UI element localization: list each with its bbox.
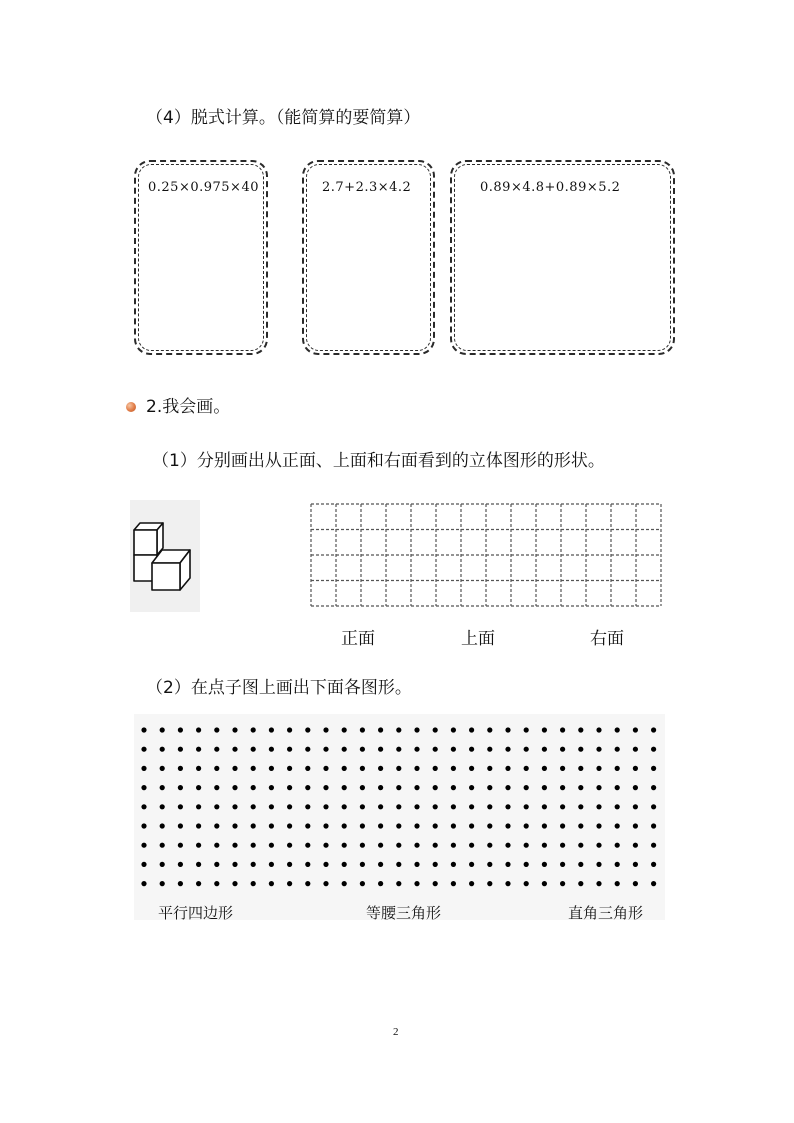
dot — [487, 881, 492, 886]
dot — [615, 747, 620, 752]
dot — [560, 862, 565, 867]
dot — [433, 804, 438, 809]
dot — [651, 766, 656, 771]
dot — [414, 747, 419, 752]
dot — [287, 804, 292, 809]
dot — [651, 747, 656, 752]
expression-3: 0.89×4.8+0.89×5.2 — [480, 180, 621, 195]
part2-heading: （2）在点子图上画出下面各图形。 — [146, 678, 412, 698]
dot — [633, 727, 638, 732]
dot — [633, 766, 638, 771]
dot — [487, 766, 492, 771]
dot — [414, 727, 419, 732]
dot — [596, 862, 601, 867]
dot — [505, 804, 510, 809]
dot — [487, 727, 492, 732]
dot — [305, 727, 310, 732]
dot — [251, 823, 256, 828]
dot — [651, 843, 656, 848]
dot — [451, 881, 456, 886]
dot — [414, 881, 419, 886]
dot — [396, 881, 401, 886]
view-label-top: 上面 — [461, 629, 495, 649]
dot — [160, 843, 165, 848]
dot — [596, 785, 601, 790]
dot — [505, 766, 510, 771]
dot — [433, 785, 438, 790]
dot — [596, 823, 601, 828]
dot — [178, 881, 183, 886]
dot — [414, 843, 419, 848]
dot — [305, 785, 310, 790]
dot — [178, 823, 183, 828]
dot — [560, 785, 565, 790]
dot — [524, 843, 529, 848]
dot — [342, 843, 347, 848]
dot — [196, 785, 201, 790]
dot — [378, 843, 383, 848]
dot — [269, 862, 274, 867]
dot — [615, 823, 620, 828]
dot — [451, 785, 456, 790]
dot — [160, 823, 165, 828]
dot — [542, 727, 547, 732]
dot — [487, 747, 492, 752]
dot — [524, 785, 529, 790]
dot — [232, 862, 237, 867]
dot — [232, 843, 237, 848]
dot — [178, 766, 183, 771]
dot — [542, 823, 547, 828]
dot — [451, 823, 456, 828]
dot — [560, 747, 565, 752]
dot — [414, 785, 419, 790]
dot — [451, 747, 456, 752]
dot — [342, 881, 347, 886]
dot — [360, 785, 365, 790]
dot — [323, 843, 328, 848]
section2-heading: 2.我会画。 — [146, 397, 231, 417]
dot — [469, 823, 474, 828]
dot — [615, 727, 620, 732]
dot — [578, 766, 583, 771]
dot — [615, 862, 620, 867]
calc-box-2[interactable] — [302, 160, 435, 355]
dot — [451, 843, 456, 848]
dot — [578, 727, 583, 732]
calc-box-3[interactable] — [450, 160, 675, 355]
dot — [651, 862, 656, 867]
dot — [323, 727, 328, 732]
dot — [251, 843, 256, 848]
dot — [141, 785, 146, 790]
dot — [360, 823, 365, 828]
dot — [287, 766, 292, 771]
dot — [414, 766, 419, 771]
dot — [196, 727, 201, 732]
view-drawing-grid[interactable] — [310, 503, 662, 607]
dot — [160, 804, 165, 809]
dot — [615, 766, 620, 771]
dot — [505, 823, 510, 828]
dot — [560, 881, 565, 886]
dot — [378, 727, 383, 732]
dot — [214, 843, 219, 848]
dot — [141, 881, 146, 886]
dot — [487, 823, 492, 828]
dot — [396, 747, 401, 752]
dot — [232, 747, 237, 752]
dot — [433, 843, 438, 848]
dot — [232, 785, 237, 790]
dot — [524, 862, 529, 867]
dot — [596, 843, 601, 848]
dot — [323, 766, 328, 771]
dot — [396, 785, 401, 790]
dot — [214, 804, 219, 809]
dot — [487, 804, 492, 809]
dot — [596, 881, 601, 886]
dot — [524, 747, 529, 752]
dot — [269, 727, 274, 732]
dot — [269, 804, 274, 809]
expression-2: 2.7+2.3×4.2 — [322, 180, 412, 195]
dot — [196, 747, 201, 752]
dot — [360, 747, 365, 752]
expression-1: 0.25×0.975×40 — [148, 180, 259, 195]
dot — [615, 843, 620, 848]
dot — [651, 785, 656, 790]
dot — [178, 862, 183, 867]
dot — [505, 785, 510, 790]
dot — [360, 727, 365, 732]
dot — [469, 766, 474, 771]
dot — [505, 747, 510, 752]
dot — [633, 804, 638, 809]
dot — [469, 862, 474, 867]
dot — [651, 727, 656, 732]
dot — [214, 881, 219, 886]
dot — [305, 766, 310, 771]
dot — [560, 843, 565, 848]
dot — [469, 747, 474, 752]
part1-heading: （1）分别画出从正面、上面和右面看到的立体图形的形状。 — [152, 451, 605, 471]
dot — [232, 727, 237, 732]
dot — [287, 823, 292, 828]
dot — [287, 881, 292, 886]
dot — [232, 804, 237, 809]
dot — [578, 747, 583, 752]
dot — [342, 766, 347, 771]
dot — [396, 804, 401, 809]
dot — [451, 727, 456, 732]
dot — [160, 862, 165, 867]
dot — [524, 823, 529, 828]
view-label-right: 右面 — [590, 629, 624, 649]
dot — [378, 804, 383, 809]
dot — [251, 747, 256, 752]
dot — [305, 804, 310, 809]
dot — [433, 766, 438, 771]
dot — [578, 843, 583, 848]
dot — [160, 747, 165, 752]
dot — [633, 862, 638, 867]
dot — [287, 727, 292, 732]
dot — [141, 804, 146, 809]
dot — [323, 823, 328, 828]
dot — [378, 766, 383, 771]
dot — [433, 823, 438, 828]
dot — [651, 881, 656, 886]
dot — [214, 785, 219, 790]
dot — [251, 727, 256, 732]
dot — [251, 862, 256, 867]
dot — [542, 804, 547, 809]
dot — [578, 823, 583, 828]
dot — [487, 862, 492, 867]
dot — [633, 843, 638, 848]
dot — [141, 747, 146, 752]
dot — [141, 862, 146, 867]
dot — [251, 766, 256, 771]
dot — [360, 804, 365, 809]
bullet-icon — [126, 402, 136, 412]
dot — [542, 862, 547, 867]
cube-solid-figure — [130, 500, 200, 612]
dot — [578, 881, 583, 886]
view-label-front: 正面 — [341, 629, 375, 649]
dot — [287, 843, 292, 848]
dot — [269, 843, 274, 848]
dot — [469, 881, 474, 886]
dot — [433, 881, 438, 886]
dot — [305, 843, 310, 848]
dot — [214, 747, 219, 752]
page-number: 2 — [393, 1026, 399, 1038]
dot — [451, 804, 456, 809]
dot — [615, 785, 620, 790]
dot — [469, 727, 474, 732]
dot — [141, 766, 146, 771]
dot — [214, 862, 219, 867]
dot — [378, 823, 383, 828]
dot — [141, 843, 146, 848]
dot — [560, 804, 565, 809]
dot — [414, 823, 419, 828]
dot — [196, 881, 201, 886]
dot — [414, 862, 419, 867]
dot — [651, 823, 656, 828]
shape-label-isosceles-triangle: 等腰三角形 — [366, 904, 442, 922]
dot — [323, 881, 328, 886]
dot — [524, 881, 529, 886]
dot — [178, 727, 183, 732]
dot — [542, 747, 547, 752]
dot — [542, 843, 547, 848]
dot — [305, 747, 310, 752]
dot — [433, 862, 438, 867]
dot — [396, 727, 401, 732]
dot — [524, 727, 529, 732]
dot — [196, 804, 201, 809]
dot — [178, 843, 183, 848]
dot — [487, 785, 492, 790]
dot — [196, 843, 201, 848]
dot — [178, 747, 183, 752]
dot — [305, 862, 310, 867]
dot — [360, 881, 365, 886]
dot — [596, 804, 601, 809]
dot — [487, 843, 492, 848]
dot — [269, 747, 274, 752]
dot — [378, 881, 383, 886]
dot — [578, 785, 583, 790]
dot — [323, 804, 328, 809]
dot — [360, 862, 365, 867]
dot — [360, 843, 365, 848]
dot — [196, 862, 201, 867]
dot — [378, 862, 383, 867]
dot — [433, 747, 438, 752]
dot — [251, 881, 256, 886]
dot — [396, 823, 401, 828]
dot — [596, 727, 601, 732]
dot — [578, 862, 583, 867]
dot — [396, 862, 401, 867]
dot — [160, 881, 165, 886]
dot — [342, 785, 347, 790]
dot — [323, 862, 328, 867]
calc-box-1[interactable] — [134, 160, 268, 355]
dot — [505, 881, 510, 886]
dot — [232, 881, 237, 886]
dot — [214, 823, 219, 828]
dot — [214, 727, 219, 732]
dot — [414, 804, 419, 809]
dot — [524, 804, 529, 809]
dot — [178, 804, 183, 809]
dot — [269, 766, 274, 771]
dot — [524, 766, 529, 771]
dot — [323, 785, 328, 790]
dot — [141, 727, 146, 732]
dot — [196, 766, 201, 771]
shape-label-right-triangle: 直角三角形 — [568, 904, 644, 922]
dot — [378, 747, 383, 752]
dot — [633, 881, 638, 886]
dot — [214, 766, 219, 771]
dot — [305, 823, 310, 828]
dot — [505, 862, 510, 867]
dot — [651, 804, 656, 809]
dot — [269, 823, 274, 828]
dot — [615, 881, 620, 886]
dot — [342, 823, 347, 828]
dot — [396, 843, 401, 848]
dot — [342, 804, 347, 809]
dot — [160, 766, 165, 771]
dot — [578, 804, 583, 809]
dot — [451, 766, 456, 771]
dot — [505, 727, 510, 732]
dot — [542, 881, 547, 886]
section4-heading: （4）脱式计算。（能简算的要简算） — [146, 108, 421, 128]
dot — [269, 785, 274, 790]
dot — [560, 766, 565, 771]
dot — [433, 727, 438, 732]
dot — [342, 862, 347, 867]
dot — [633, 823, 638, 828]
shape-label-parallelogram: 平行四边形 — [158, 904, 234, 922]
dot-paper[interactable] — [134, 714, 665, 894]
dot — [141, 823, 146, 828]
dot — [305, 881, 310, 886]
dot — [469, 843, 474, 848]
dot — [360, 766, 365, 771]
dot — [287, 785, 292, 790]
dot — [269, 881, 274, 886]
dot — [251, 785, 256, 790]
dot — [342, 747, 347, 752]
dot — [560, 727, 565, 732]
dot — [287, 862, 292, 867]
dot — [596, 766, 601, 771]
dot — [342, 727, 347, 732]
dot — [178, 785, 183, 790]
dot — [469, 804, 474, 809]
dot — [251, 804, 256, 809]
dot — [633, 785, 638, 790]
dot — [160, 727, 165, 732]
dot — [378, 785, 383, 790]
dot — [633, 747, 638, 752]
dot — [232, 823, 237, 828]
dot — [232, 766, 237, 771]
dot — [323, 747, 328, 752]
dot — [396, 766, 401, 771]
dot — [196, 823, 201, 828]
dot — [469, 785, 474, 790]
dot — [542, 785, 547, 790]
dot — [615, 804, 620, 809]
dot — [542, 766, 547, 771]
dot — [287, 747, 292, 752]
dot — [560, 823, 565, 828]
dot — [451, 862, 456, 867]
dot — [505, 843, 510, 848]
dot — [596, 747, 601, 752]
dot — [160, 785, 165, 790]
